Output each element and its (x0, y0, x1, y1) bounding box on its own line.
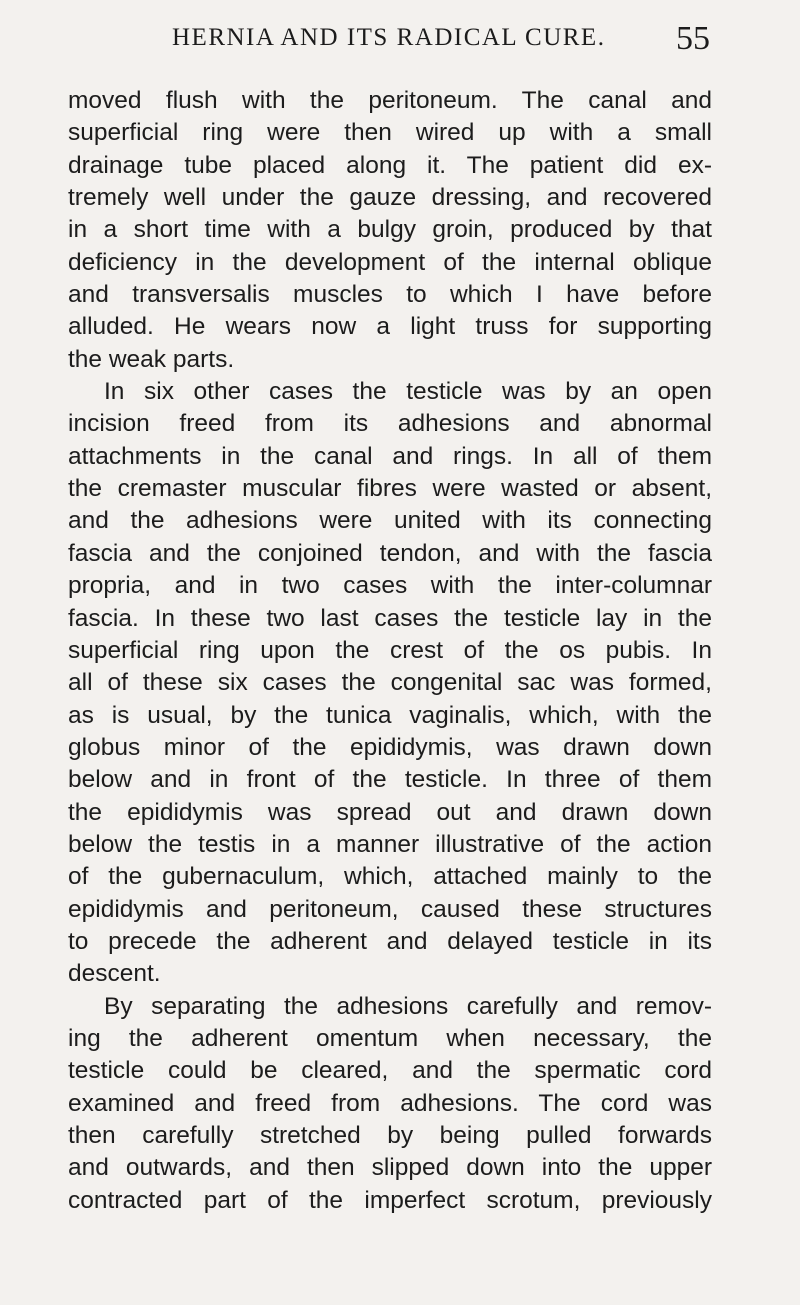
text-line: in a short time with a bulgy groin, produced by that (68, 216, 712, 244)
text-line: and outwards, and then slipped down into the upper (68, 1154, 712, 1182)
text-line: alluded. He wears now a light truss for supporting (68, 313, 712, 341)
text-line: ing the adherent omentum when necessary, the (68, 1024, 712, 1052)
text-line: testicle could be cleared, and the spermatic cord (68, 1057, 712, 1085)
text-line: all of these six cases the congenital sac was formed, (68, 669, 712, 697)
text-line: the epididymis was spread out and drawn down (68, 798, 712, 826)
text-line: fascia. In these two last cases the testicle lay in the (68, 604, 712, 632)
text-line: incision freed from its adhesions and abnormal (68, 410, 712, 438)
text-line: deficiency in the development of the internal oblique (68, 248, 712, 276)
text-line: fascia and the conjoined tendon, and with the fascia (68, 539, 712, 567)
text-line: and transversalis muscles to which I have before (68, 281, 712, 309)
page-number: 55 (676, 20, 710, 57)
text-line: the weak parts. (68, 345, 235, 373)
text-line: to precede the adherent and delayed testicle in its (68, 927, 712, 955)
text-line: superficial ring upon the crest of the os pubis. In (68, 636, 712, 664)
text-line: moved flush with the peritoneum. The canal and (68, 87, 712, 114)
text-line: tremely well under the gauze dressing, and recovered (68, 184, 712, 212)
text-line: epididymis and peritoneum, caused these structures (68, 895, 712, 923)
text-line: superficial ring were then wired up with a small (68, 119, 712, 147)
text-line: and the adhesions were united with its connecting (68, 507, 712, 535)
text-line: attachments in the canal and rings. In all of them (68, 442, 712, 470)
text-line: below and in front of the testicle. In three of them (68, 766, 712, 794)
text-line: as is usual, by the tunica vaginalis, which, with the (68, 701, 712, 729)
text-line: below the testis in a manner illustrative of the action (68, 830, 712, 858)
text-line: then carefully stretched by being pulled forwards (68, 1122, 712, 1149)
text-line: globus minor of the epididymis, was drawn down (68, 733, 712, 761)
text-line: drainage tube placed along it. The patient did ex- (68, 151, 712, 179)
text-line: contracted part of the imperfect scrotum, previously (68, 1186, 712, 1214)
text-line: In six other cases the testicle was by an open (104, 378, 712, 406)
text-line: descent. (68, 960, 161, 988)
running-head: HERNIA AND ITS RADICAL CURE. (172, 24, 606, 51)
text-line: propria, and in two cases with the inter-columnar (68, 572, 712, 600)
text-line: By separating the adhesions carefully and remov- (104, 992, 712, 1020)
text-line: of the gubernaculum, which, attached mainly to the (68, 863, 712, 891)
text-line: the cremaster muscular fibres were wasted or absent, (68, 475, 712, 503)
body-text (68, 85, 712, 1217)
text-line: examined and freed from adhesions. The cord was (68, 1089, 712, 1117)
